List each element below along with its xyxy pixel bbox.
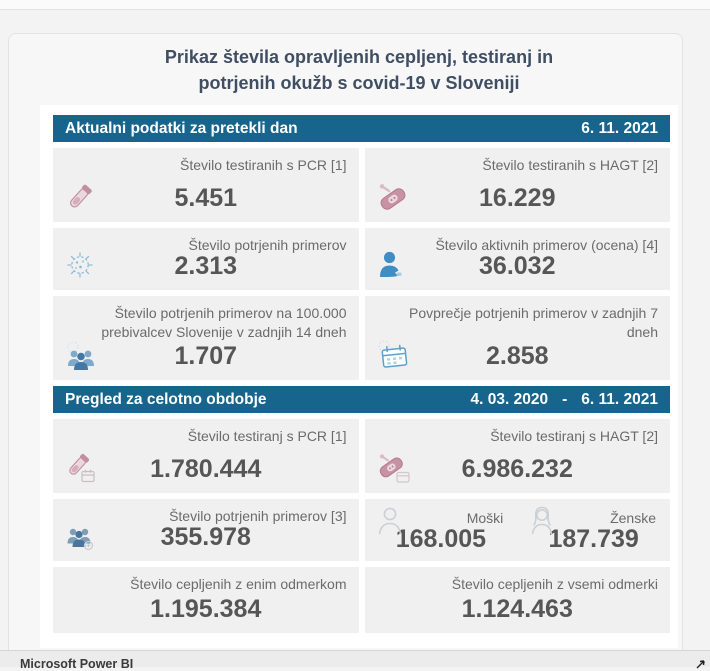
card-label: Število potrjenih primerov	[53, 228, 359, 255]
card-tested-hagt[interactable]	[365, 148, 671, 222]
card-value: 1.780.444	[53, 455, 359, 484]
card-per-100k-14d[interactable]	[53, 296, 359, 380]
card-label: Število testiranih s PCR [1]	[53, 148, 359, 175]
card-value: 1.195.384	[53, 595, 359, 624]
page-title	[40, 44, 678, 96]
people-group-icon	[63, 340, 99, 372]
card-label: Število testiranj s HAGT [2]	[365, 419, 671, 446]
card-label: Število testiranj s PCR [1]	[53, 419, 359, 446]
card-label: Število testiranih s HAGT [2]	[365, 148, 671, 175]
card-value: 187.739	[517, 525, 670, 554]
card-value: 1.124.463	[365, 595, 671, 624]
card-value: 36.032	[365, 252, 671, 281]
card-value: 5.451	[53, 184, 359, 213]
card-value: 2.313	[53, 252, 359, 281]
people-group-total-icon	[63, 521, 99, 553]
card-label: Število cepljenih z enim odmerkom	[53, 567, 359, 594]
section-current-title: Aktualni podatki za pretekli dan	[65, 120, 298, 138]
section-total-title: Pregled za celotno obdobje	[65, 391, 267, 409]
date-separator: -	[562, 391, 567, 409]
virus-icon	[63, 248, 97, 282]
male-icon	[373, 505, 407, 537]
powerbi-brand-link[interactable]: Microsoft Power BI	[20, 657, 133, 671]
card-total-pcr[interactable]	[53, 419, 359, 493]
card-total-hagt[interactable]	[365, 419, 671, 493]
card-label: Število potrjenih primerov na 100.000 prebivalcev Slovenije v zadnjih 14 dneh	[53, 296, 359, 342]
card-label: Moški	[365, 499, 518, 528]
card-tested-pcr[interactable]	[53, 148, 359, 222]
section-total-dates	[471, 391, 658, 409]
card-label: Število aktivnih primerov (ocena) [4]	[365, 228, 671, 255]
female-icon	[525, 505, 559, 537]
person-icon	[375, 248, 409, 282]
card-avg-7d[interactable]	[365, 296, 671, 380]
date-from: 4. 03. 2020	[471, 391, 549, 409]
browser-top-strip	[0, 0, 710, 10]
card-vaccinated-one-dose[interactable]	[53, 567, 359, 633]
dashboard-panel	[40, 105, 678, 648]
pcr-test-calendar-icon	[63, 451, 99, 485]
hagt-cassette-calendar-icon	[375, 451, 413, 485]
card-active-cases[interactable]	[365, 228, 671, 290]
hagt-cassette-icon	[375, 180, 411, 214]
pcr-test-tube-icon	[63, 180, 97, 214]
section-header-total	[53, 386, 670, 413]
card-gender-split[interactable]	[365, 499, 671, 561]
date-to: 6. 11. 2021	[581, 391, 658, 409]
card-confirmed-daily[interactable]	[53, 228, 359, 290]
page-title-line1: Prikaz števila opravljenih cepljenj, testiranj in	[40, 44, 678, 70]
card-total-confirmed[interactable]	[53, 499, 359, 561]
card-vaccinated-all-doses[interactable]	[365, 567, 671, 633]
card-value: 6.986.232	[365, 455, 671, 484]
card-male[interactable]	[365, 499, 518, 561]
card-label: Število potrjenih primerov [3]	[53, 499, 359, 526]
card-value: 16.229	[365, 184, 671, 213]
section-header-current	[53, 115, 670, 142]
page-title-line2: potrjenih okužb s covid-19 v Sloveniji	[40, 70, 678, 96]
card-label: Ženske	[517, 499, 670, 528]
card-female[interactable]	[517, 499, 670, 561]
calendar-icon	[375, 338, 413, 372]
card-label: Število cepljenih z vsemi odmerki	[365, 567, 671, 594]
section-current-date: 6. 11. 2021	[581, 120, 658, 138]
card-value: 2.858	[365, 342, 671, 371]
fit-to-page-icon[interactable]	[695, 659, 707, 669]
card-label: Povprečje potrjenih primerov v zadnjih 7 dneh	[365, 296, 671, 342]
card-value: 355.978	[53, 523, 359, 552]
card-value: 1.707	[53, 342, 359, 371]
card-value: 168.005	[365, 525, 518, 554]
